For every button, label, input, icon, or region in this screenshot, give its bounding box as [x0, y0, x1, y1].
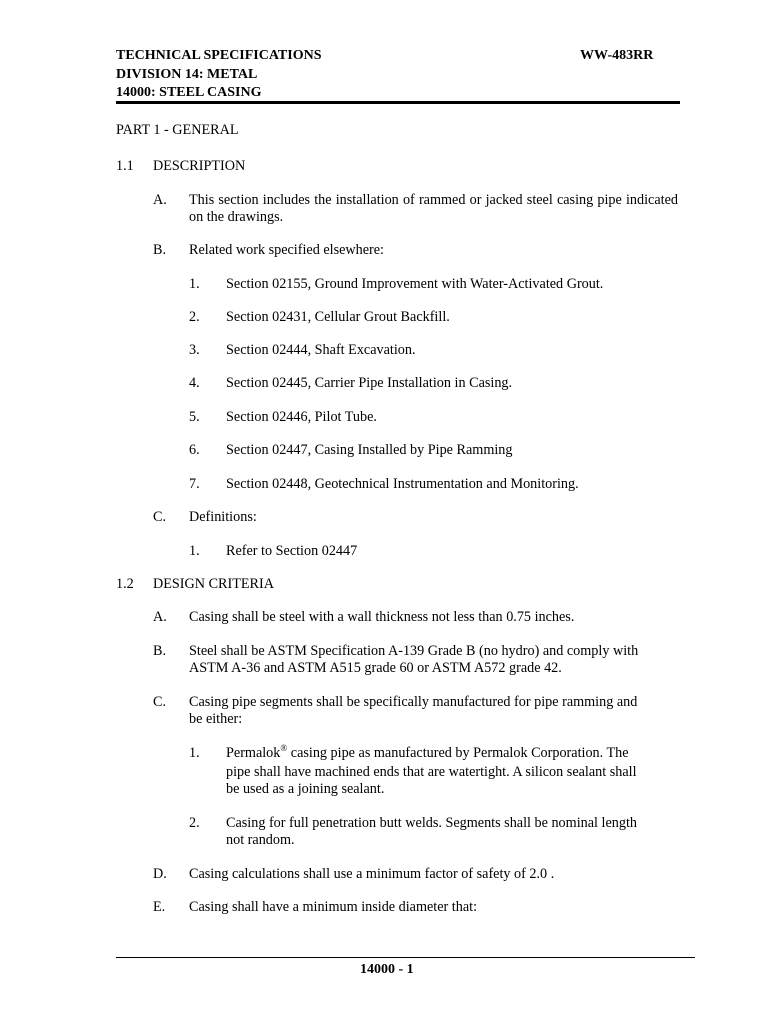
item-marker: C.: [153, 509, 167, 525]
section-title: DESIGN CRITERIA: [153, 576, 274, 592]
list-item: Section 02431, Cellular Grout Backfill.: [226, 309, 450, 325]
document-id: WW-483RR: [580, 48, 654, 63]
paragraph: Casing shall be steel with a wall thickness not less than 0.75 inches.: [189, 609, 575, 625]
item-marker: A.: [153, 192, 167, 208]
item-marker: D.: [153, 866, 167, 882]
list-item: Refer to Section 02447: [226, 543, 358, 559]
header-title: TECHNICAL SPECIFICATIONS: [116, 48, 322, 63]
item-marker: B.: [153, 242, 167, 258]
section-number: 1.2: [116, 576, 134, 592]
list-marker: 2.: [189, 815, 200, 831]
paragraph: This section includes the installation of rammed or jacked steel casing pipe indicated on the drawings.: [189, 192, 678, 225]
item-marker: B.: [153, 643, 167, 659]
paragraph: Related work specified elsewhere:: [189, 242, 384, 258]
list-marker: 1.: [189, 543, 200, 559]
header-division: DIVISION 14: METAL: [116, 67, 258, 82]
header-section: 14000: STEEL CASING: [116, 85, 262, 100]
list-marker: 7.: [189, 476, 200, 492]
list-marker: 2.: [189, 309, 200, 325]
part-heading: PART 1 - GENERAL: [116, 122, 239, 138]
list-item-line: Casing for full penetration butt welds. Segments shall be nominal length: [226, 815, 637, 831]
paragraph-line: Steel shall be ASTM Specification A-139 Grade B (no hydro) and comply with: [189, 643, 639, 659]
list-marker: 5.: [189, 409, 200, 425]
list-item-line: [226, 745, 629, 762]
list-item: Section 02444, Shaft Excavation.: [226, 342, 416, 358]
header-rule: [116, 101, 680, 104]
list-marker: 1.: [189, 276, 200, 292]
list-item-line: be used as a joining sealant.: [226, 781, 385, 797]
paragraph-line: be either:: [189, 711, 243, 727]
paragraph: Casing shall have a minimum inside diameter that:: [189, 899, 478, 915]
brand-name: Permalok: [226, 745, 281, 761]
list-item: Section 02447, Casing Installed by Pipe Ramming: [226, 442, 513, 458]
list-marker: 1.: [189, 745, 200, 761]
paragraph: Casing calculations shall use a minimum factor of safety of 2.0 .: [189, 866, 555, 882]
list-marker: 6.: [189, 442, 200, 458]
list-item: Section 02446, Pilot Tube.: [226, 409, 377, 425]
list-item-line: pipe shall have machined ends that are watertight. A silicon sealant shall: [226, 764, 637, 780]
item-marker: C.: [153, 694, 167, 710]
list-item-text: casing pipe as manufactured by Permalok Corporation. The: [287, 745, 629, 761]
registered-mark: ®: [280, 743, 288, 753]
paragraph-line: Casing pipe segments shall be specifically manufactured for pipe ramming and: [189, 694, 638, 710]
list-item: Section 02448, Geotechnical Instrumentation and Monitoring.: [226, 476, 579, 492]
section-title: DESCRIPTION: [153, 158, 246, 174]
section-number: 1.1: [116, 158, 134, 174]
item-marker: A.: [153, 609, 167, 625]
footer-rule: [116, 957, 695, 958]
list-item: Section 02445, Carrier Pipe Installation in Casing.: [226, 375, 513, 391]
paragraph-line: ASTM A-36 and ASTM A515 grade 60 or ASTM A572 grade 42.: [189, 660, 562, 676]
list-item-line: not random.: [226, 832, 295, 848]
list-marker: 3.: [189, 342, 200, 358]
list-marker: 4.: [189, 375, 200, 391]
list-item: Section 02155, Ground Improvement with Water-Activated Grout.: [226, 276, 604, 292]
paragraph: Definitions:: [189, 509, 257, 525]
item-marker: E.: [153, 899, 166, 915]
page-number: 14000 - 1: [360, 962, 414, 977]
